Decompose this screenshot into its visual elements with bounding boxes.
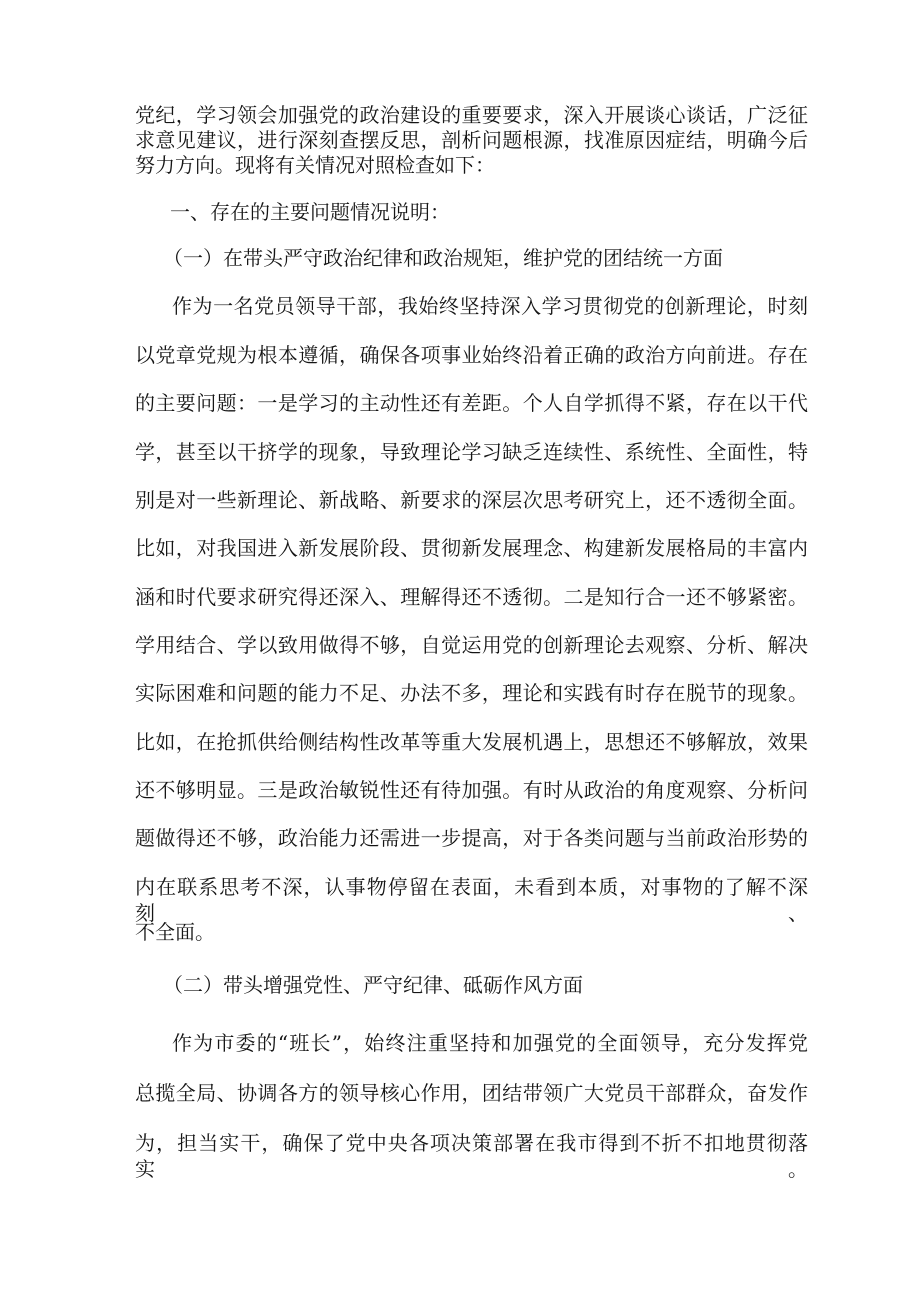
paragraph-line: 学，甚至以干挤学的现象，导致理论学习缺乏连续性、系统性、全面性，特 bbox=[135, 440, 808, 464]
paragraph-line: 以党章党规为根本遵循，确保各项事业始终沿着正确的政治方向前进。存在 bbox=[135, 343, 808, 367]
paragraph-line: 题做得还不够，政治能力还需进一步提高，对于各类问题与当前政治形势的 bbox=[135, 826, 808, 850]
paragraph-line: 不全面。 bbox=[135, 920, 215, 944]
paragraph-line: 涵和时代要求研究得还深入、理解得还不透彻。二是知行合一还不够紧密。 bbox=[135, 585, 808, 609]
paragraph-line: 别是对一些新理论、新战略、新要求的深层次思考研究上，还不透彻全面。 bbox=[135, 488, 808, 512]
paragraph-line: 比如，对我国进入新发展阶段、贯彻新发展理念、构建新发展格局的丰富内 bbox=[135, 536, 808, 560]
paragraph-line: 作为一名党员领导干部，我始终坚持深入学习贯彻党的创新理论，时刻 bbox=[172, 294, 808, 318]
subsection-heading-1: （一）在带头严守政治纪律和政治规矩，维护党的团结统一方面 bbox=[163, 246, 723, 270]
paragraph-line: 努力方向。现将有关情况对照检查如下： bbox=[135, 153, 495, 177]
paragraph-line: 比如，在抢抓供给侧结构性改革等重大发展机遇上，思想还不够解放，效果 bbox=[135, 730, 808, 754]
paragraph-line: 实际困难和问题的能力不足、办法不多，理论和实践有时存在脱节的现象。 bbox=[135, 681, 808, 705]
section-heading: 一、存在的主要问题情况说明： bbox=[170, 200, 450, 224]
paragraph-line: 总揽全局、协调各方的领导核心作用，团结带领广大党员干部群众，奋发作 bbox=[135, 1081, 808, 1105]
paragraph-line: 求意见建议，进行深刻查摆反思，剖析问题根源，找准原因症结，明确今后 bbox=[135, 128, 808, 152]
paragraph-line: 党纪，学习领会加强党的政治建设的重要要求，深入开展谈心谈话，广泛征 bbox=[135, 103, 808, 127]
paragraph-line: 作为市委的“班长”，始终注重坚持和加强党的全面领导，充分发挥党 bbox=[172, 1031, 808, 1055]
paragraph-line: 还不够明显。三是政治敏锐性还有待加强。有时从政治的角度观察、分析问 bbox=[135, 778, 808, 802]
paragraph-line: 内在联系思考不深，认事物停留在表面，未看到本质，对事物的了解不深刻、 bbox=[135, 875, 808, 925]
subsection-heading-2: （二）带头增强党性、严守纪律、砥砺作风方面 bbox=[163, 973, 583, 997]
paragraph-line: 学用结合、学以致用做得不够，自觉运用党的创新理论去观察、分析、解决 bbox=[135, 633, 808, 657]
paragraph-line: 为，担当实干，确保了党中央各项决策部署在我市得到不折不扣地贯彻落实。 bbox=[135, 1131, 808, 1181]
paragraph-line: 的主要问题：一是学习的主动性还有差距。个人自学抓得不紧，存在以干代 bbox=[135, 391, 808, 415]
